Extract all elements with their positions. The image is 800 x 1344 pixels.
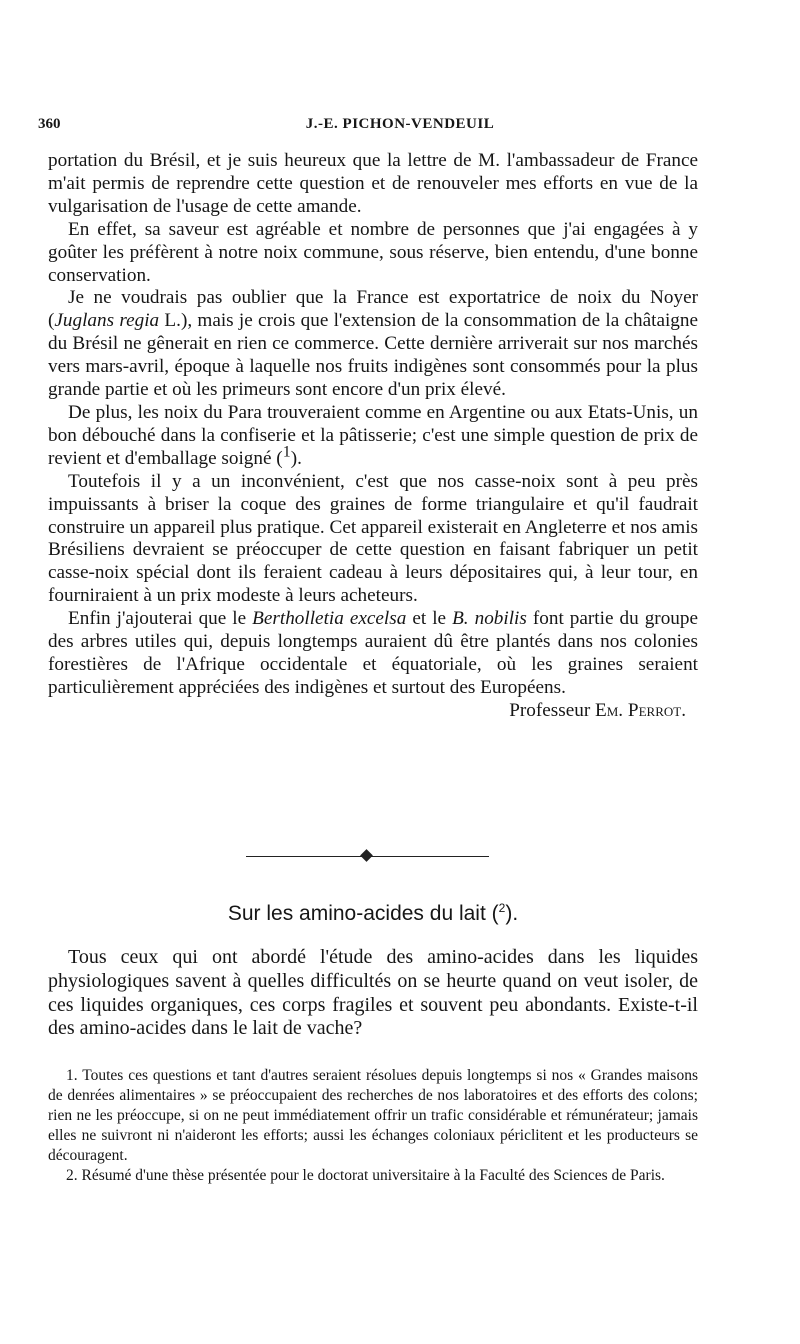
paragraph-3-text-a: Je ne voudrais pas oublier que la France est exportatrice de noix du Noyer ( (48, 287, 698, 332)
article-body (48, 150, 698, 722)
species-name-juglans: Juglans regia (54, 310, 160, 332)
signature-prefix: Professeur (509, 699, 596, 721)
page-number: 360 (38, 116, 61, 132)
paragraph-3 (48, 287, 698, 402)
footnote-ref-2: 2 (498, 901, 506, 915)
paragraph-4-text-a: De plus, les noix du Para trouveraient comme en Argentine ou aux Etats-Unis, un bon débouché dans la confiserie et la pâtisserie; c'est une simple question de prix de revient et d'emballage soigné ( (48, 401, 698, 469)
paragraph-5: Toutefois il y a un inconvénient, c'est que nos casse-noix sont à peu près impuissants à briser la coque des graines de forme triangulaire et qu'il faudrait construire un appareil plus pratique. Cet appareil existerait en Angleterre et nos amis Brésiliens devraient se préoccuper de cette question en faisant fabriquer un petit casse-noix spécial dont ils feraient cadeau à leurs dépositaires qui, à leur tour, en fourniraient à un prix modeste à leurs acheteurs. (48, 470, 698, 607)
diamond-icon (360, 849, 373, 862)
signature-name: Em. Perrot. (595, 699, 686, 721)
footnote-1: 1. Toutes ces questions et tant d'autres seraient résolues depuis longtemps si nos « Grandes maisons de denrées alimentaires » se préoccupaient des recherches de nos laboratoires et des efforts des colons; rien ne les préoccupe, si on ne peut immédiatement offrir un trafic considérable et rémunérateur; jamais elles ne suivront ni n'aideront les efforts; aussi les échanges coloniaux périclitent et les producteurs se découragent. (48, 1067, 698, 1164)
section-paragraph-1: Tous ceux qui ont abordé l'étude des amino-acides dans les liquides physiologiques savent à quelles difficultés on se heurte quand on veut isoler, de ces liquides organiques, ces corps fragiles et souvent peu abondants. Existe-t-il des amino-acides dans le lait de vache? (48, 946, 698, 1040)
paragraph-6 (48, 608, 698, 700)
paragraph-4-text-b: ). (290, 447, 302, 469)
section-title-text: Sur les amino-acides du lait ( (227, 902, 499, 925)
paragraph-6-text-b: et le (406, 608, 453, 630)
footnotes (48, 1066, 698, 1186)
footnote-ref-1: 1 (282, 443, 291, 461)
section-divider (246, 850, 489, 862)
paragraph-6-text-a: Enfin j'ajouterai que le (68, 608, 253, 630)
species-name-nobilis: B. nobilis (452, 608, 527, 630)
page-header (38, 116, 762, 136)
section-title (48, 902, 698, 926)
footnote-2: 2. Résumé d'une thèse présentée pour le doctorat universitaire à la Faculté des Sciences de Paris. (66, 1167, 665, 1184)
paragraph-2: En effet, sa saveur est agréable et nombre de personnes que j'ai engagées à y goûter les préfèrent à notre noix commune, sous réserve, bien entendu, d'une bonne conservation. (48, 218, 698, 286)
section-body (48, 946, 698, 1041)
running-head: J.-E. PICHON-VENDEUIL (305, 116, 495, 132)
section-title-end: ). (505, 902, 519, 925)
paragraph-1: portation du Brésil, et je suis heureux que la lettre de M. l'ambassadeur de France m'ait permis de reprendre cette question et de renouveler mes efforts en vue de la vulgarisation de l'usage de cette amande. (48, 150, 698, 217)
paragraph-3-text-b: L.), mais je crois que l'extension de la consommation de la châtaigne du Brésil ne gênerait en rien ce commerce. Cette dernière arriverait sur nos marchés vers mars-avril, époque à laquelle nos fruits indigènes sont consommés pour la plus grande partie et où les primeurs sont encore d'un prix élevé. (48, 310, 698, 401)
species-name-bertholletia: Bertholletia excelsa (252, 608, 407, 630)
signature (48, 700, 698, 722)
paragraph-4 (48, 402, 698, 471)
paragraph-6-text-c: font partie du groupe des arbres utiles qui, depuis longtemps auraient dû être plantés dans nos colonies forestières de l'Afrique occidentale et équatoriale, où les graines seraient particulièrement appréciées des indigènes et surtout des Européens. (48, 608, 698, 698)
